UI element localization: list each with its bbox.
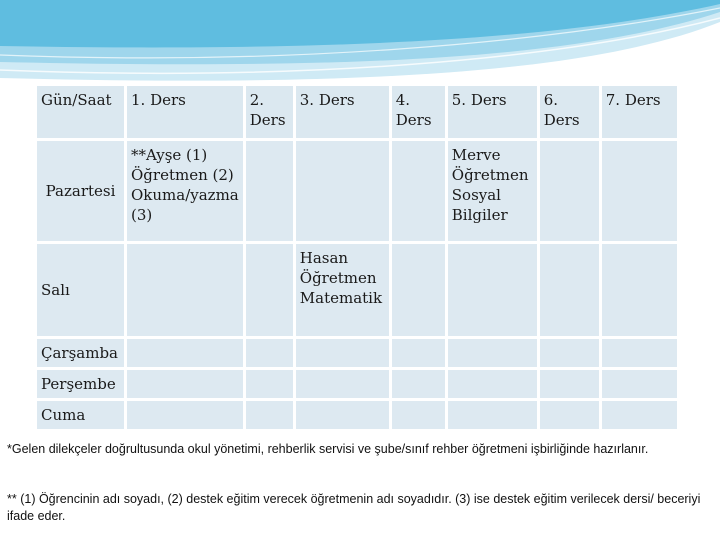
monday-row <box>37 141 677 241</box>
corner-header-cell: Gün/Saat <box>37 86 124 138</box>
cell-wednesday-lesson5 <box>448 339 537 367</box>
lesson-6-header: 6. Ders <box>540 86 599 138</box>
cell-friday-lesson1 <box>127 401 243 429</box>
cell-wednesday-lesson4 <box>392 339 445 367</box>
day-friday: Cuma <box>37 401 124 429</box>
cell-monday-lesson3 <box>296 141 389 241</box>
cell-wednesday-lesson2 <box>246 339 293 367</box>
cell-friday-lesson6 <box>540 401 599 429</box>
cell-tuesday-lesson2 <box>246 244 293 336</box>
cell-wednesday-lesson6 <box>540 339 599 367</box>
cell-friday-lesson5 <box>448 401 537 429</box>
footnote-preparation: *Gelen dilekçeler doğrultusunda okul yönetimi, rehberlik servisi ve şube/sınıf rehber öğretmeni işbirliğinde hazırlanır. <box>7 442 649 456</box>
cell-thursday-lesson3 <box>296 370 389 398</box>
cell-tuesday-lesson4 <box>392 244 445 336</box>
lesson-2-header: 2. Ders <box>246 86 293 138</box>
cell-tuesday-lesson7 <box>602 244 677 336</box>
cell-friday-lesson7 <box>602 401 677 429</box>
friday-row <box>37 401 677 429</box>
lesson-7-header: 7. Ders <box>602 86 677 138</box>
tuesday-row <box>37 244 677 336</box>
cell-thursday-lesson5 <box>448 370 537 398</box>
day-wednesday: Çarşamba <box>37 339 124 367</box>
day-monday: Pazartesi <box>37 141 124 241</box>
lesson-5-header: 5. Ders <box>448 86 537 138</box>
cell-wednesday-lesson3 <box>296 339 389 367</box>
thursday-row <box>37 370 677 398</box>
cell-monday-lesson4 <box>392 141 445 241</box>
cell-friday-lesson4 <box>392 401 445 429</box>
day-thursday: Perşembe <box>37 370 124 398</box>
decorative-wave-banner <box>0 0 720 90</box>
cell-thursday-lesson6 <box>540 370 599 398</box>
cell-thursday-lesson7 <box>602 370 677 398</box>
cell-thursday-lesson4 <box>392 370 445 398</box>
cell-tuesday-lesson6 <box>540 244 599 336</box>
cell-friday-lesson3 <box>296 401 389 429</box>
cell-friday-lesson2 <box>246 401 293 429</box>
cell-thursday-lesson2 <box>246 370 293 398</box>
lesson-4-header: 4. Ders <box>392 86 445 138</box>
wednesday-row <box>37 339 677 367</box>
lesson-3-header: 3. Ders <box>296 86 389 138</box>
cell-monday-lesson7 <box>602 141 677 241</box>
cell-monday-lesson2 <box>246 141 293 241</box>
lesson-schedule-table <box>34 83 680 432</box>
cell-monday-lesson5: Merve Öğretmen Sosyal Bilgiler <box>448 141 537 241</box>
cell-wednesday-lesson1 <box>127 339 243 367</box>
cell-wednesday-lesson7 <box>602 339 677 367</box>
day-tuesday: Salı <box>37 244 124 336</box>
cell-thursday-lesson1 <box>127 370 243 398</box>
cell-tuesday-lesson3: Hasan Öğretmen Matematik <box>296 244 389 336</box>
cell-monday-lesson1: **Ayşe (1) Öğretmen (2) Okuma/yazma (3) <box>127 141 243 241</box>
cell-tuesday-lesson5 <box>448 244 537 336</box>
header-row <box>37 86 677 138</box>
cell-tuesday-lesson1 <box>127 244 243 336</box>
cell-monday-lesson6 <box>540 141 599 241</box>
lesson-1-header: 1. Ders <box>127 86 243 138</box>
footnote-legend: ** (1) Öğrencinin adı soyadı, (2) destek eğitim verecek öğretmenin adı soyadıdır. (3) ise destek eğitim verilecek dersi/ beceriyi ifade eder. <box>7 492 701 523</box>
